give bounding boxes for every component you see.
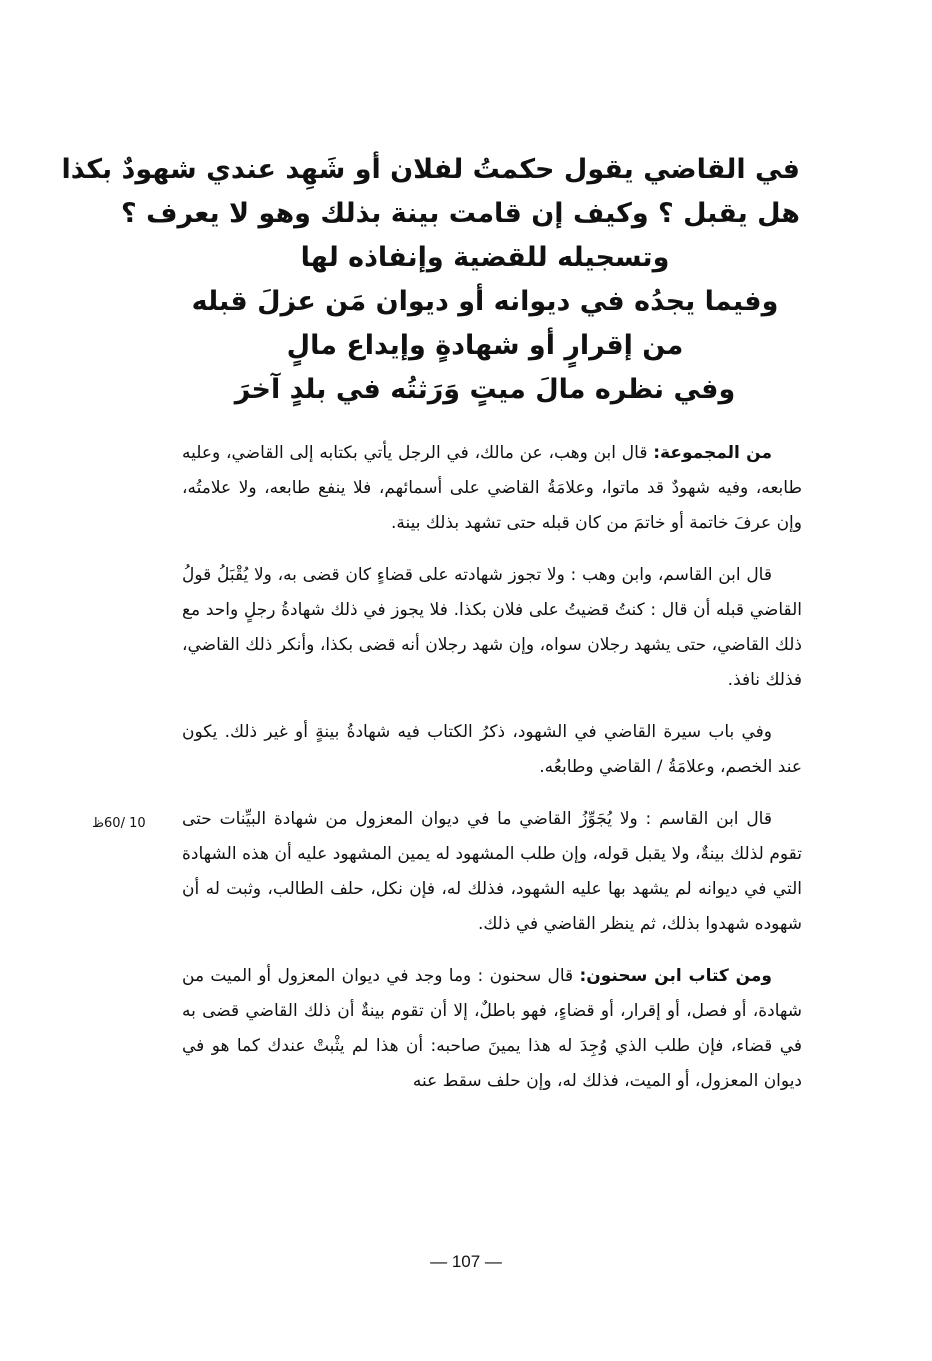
paragraph-5 [182,959,802,1099]
paragraph-1-text: قال ابن وهب، عن مالك، في الرجل يأتي بكتابه إلى القاضي، وعليه طابعه، وفيه شهودٌ قد ماتوا، وعلامَةُ القاضي على أسمائهم، فلا ينفع طابعه، ولا علامتُه، وإن عرفَ خاتمة أو خاتمَ من كان قبله حتى تشهد بذلك بينة. [182,443,802,533]
heading-line-1: في القاضي يقول حكمتُ لفلان أو شَهِد عندي شهودٌ بكذا [61,154,800,185]
heading-line-2: هل يقبل ؟ وكيف إن قامت بينة بذلك وهو لا يعرف ؟ [121,198,800,229]
heading-line-3: وتسجيله للقضية وإنفاذه لها [300,242,670,273]
page-number: — 107 — [430,1252,502,1271]
body-text [182,436,802,1116]
paragraph-1-source: من المجموعة: [653,443,772,463]
paragraph-1 [182,436,802,541]
paragraph-3-text: وفي باب سيرة القاضي في الشهود، ذكرُ الكتاب فيه شهادةُ بينةٍ أو غير ذلك. يكون عند الخصم، وعلامَةُ / القاضي وطابعُه. [182,722,802,777]
paragraph-3 [182,715,802,785]
manuscript-folio-note: 10 /60ظ [92,816,146,831]
paragraph-4-text: قال ابن القاسم : ولا يُجَوِّزُ القاضي ما في ديوان المعزول من شهادة البيِّنات حتى تقوم لذلك بينةٌ، ولا يقبل قوله، وإن طلب المشهود له يمين المشهود عليه أن هذه الشهادة التي في ديوانه لم يشهد بها عليه الشهود، فذلك له، فإن نكل، حلف الطالب، وثبت له أن شهوده شهدوا بذلك، ثم ينظر القاضي في ذلك. [182,809,802,934]
paragraph-5-text: قال سحنون : وما وجد في ديوان المعزول أو الميت من شهادة، أو فصل، أو إقرار، أو قضاءٍ، فهو باطلٌ، إلا أن تقوم بينةٌ أن ذلك القاضي قضى به في قضاء، فإن طلب الذي وُجِدَ له هذا يمينَ صاحبه: أن هذا لم يثْبتْ عندك كما هو في ديوان المعزول، أو الميت، فذلك له، وإن حلف سقط عنه [182,966,802,1091]
paragraph-5-source: ومن كتاب ابن سحنون: [579,966,772,986]
heading-line-5: من إقرارٍ أو شهادةٍ وإيداع مالٍ [286,330,684,361]
paragraph-2-text: قال ابن القاسم، وابن وهب : ولا تجوز شهادته على قضاءٍ كان قضى به، ولا يُقْبَلُ قولُ القاضي قبله أن قال : كنتُ قضيتُ على فلان بكذا. فلا يجوز في ذلك شهادةُ رجلٍ واحد مع ذلك القاضي، حتى يشهد رجلان سواه، وإن شهد رجلان أنه قضى بكذا، وأنكر ذلك القاضي، فذلك نافذ. [182,565,802,690]
paragraph-2 [182,558,802,698]
chapter-heading [61,148,800,412]
heading-line-4: وفيما يجدُه في ديوانه أو ديوان مَن عزلَ قبله [191,286,779,317]
heading-line-6: وفي نظره مالَ ميتٍ وَرَثتُه في بلدٍ آخرَ [234,374,736,405]
paragraph-4 [182,802,802,942]
